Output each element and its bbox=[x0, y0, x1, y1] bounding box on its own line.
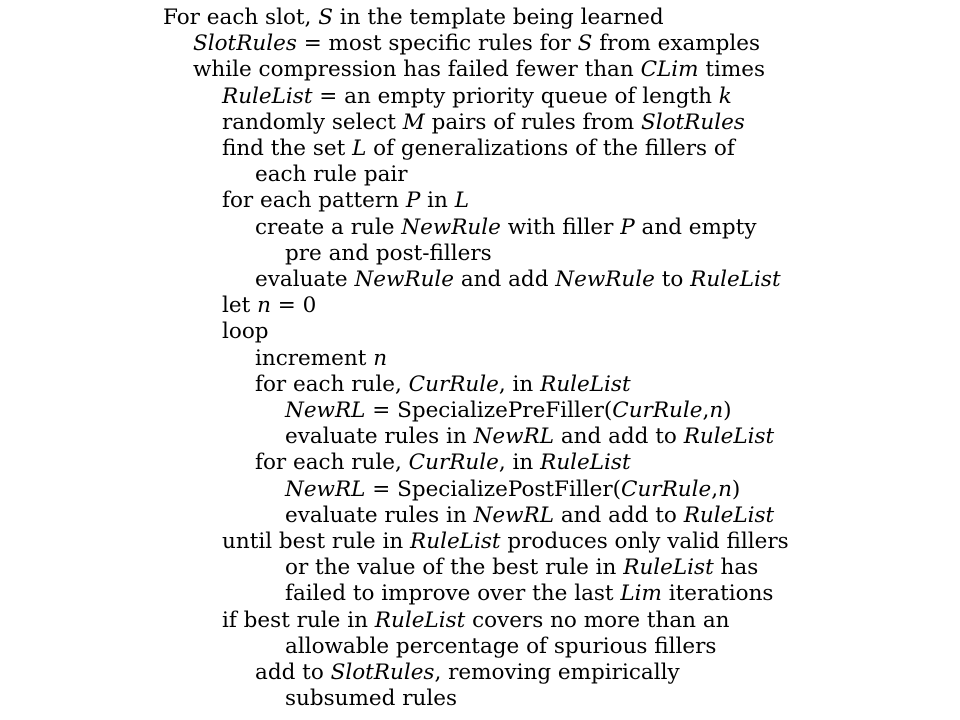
pseudocode-text: For each slot, bbox=[163, 5, 319, 30]
pseudocode-line bbox=[255, 215, 756, 241]
math-variable: S bbox=[318, 5, 333, 30]
pseudocode-text: = 0 bbox=[270, 293, 317, 319]
pseudocode-line bbox=[222, 319, 269, 345]
pseudocode-line bbox=[222, 84, 732, 110]
pseudocode-line bbox=[285, 477, 740, 503]
pseudocode-text: while compression has failed fewer than bbox=[193, 57, 641, 83]
math-variable: CurRule bbox=[408, 371, 499, 397]
pseudocode-text: let bbox=[222, 293, 258, 319]
pseudocode-line bbox=[255, 267, 781, 293]
pseudocode-text: , in bbox=[498, 371, 541, 397]
pseudocode-line bbox=[285, 634, 716, 660]
math-variable: n bbox=[718, 476, 732, 502]
pseudocode-text: has bbox=[713, 555, 759, 581]
pseudocode-text: if best rule in bbox=[222, 607, 375, 633]
pseudocode-text: , removing empirically bbox=[434, 660, 680, 685]
pseudocode-text: and empty bbox=[634, 214, 757, 240]
pseudocode-line bbox=[222, 188, 469, 214]
pseudocode-text: find the set bbox=[222, 136, 353, 161]
pseudocode-text: each rule pair bbox=[255, 162, 408, 188]
pseudocode-text: for each pattern bbox=[222, 188, 406, 214]
pseudocode-line bbox=[285, 241, 492, 267]
math-variable: NewRule bbox=[555, 267, 655, 292]
pseudocode-line bbox=[255, 660, 680, 686]
pseudocode-text: until best rule in bbox=[222, 529, 411, 554]
pseudocode-text: add to bbox=[255, 660, 331, 685]
pseudocode-text: and add bbox=[454, 267, 556, 292]
pseudocode-line bbox=[222, 110, 745, 136]
math-variable: n bbox=[709, 398, 724, 423]
pseudocode-line bbox=[255, 372, 631, 398]
pseudocode-text: in bbox=[420, 188, 455, 214]
pseudocode-text: evaluate rules in bbox=[285, 424, 474, 450]
math-variable: k bbox=[718, 83, 732, 109]
math-variable: RuleList bbox=[623, 555, 714, 581]
math-variable: NewRL bbox=[473, 502, 554, 528]
pseudocode-text: = SpecializePreFiller( bbox=[365, 398, 613, 423]
math-variable: M bbox=[402, 109, 425, 135]
math-variable: CLim bbox=[640, 57, 699, 83]
math-variable: NewRule bbox=[354, 267, 455, 292]
pseudocode-text: from examples bbox=[592, 31, 761, 57]
pseudocode-text: loop bbox=[222, 319, 269, 345]
math-variable: L bbox=[454, 188, 469, 214]
math-variable: NewRL bbox=[285, 398, 366, 423]
pseudocode-text: failed to improve over the last bbox=[285, 581, 621, 607]
pseudocode-text: subsumed rules bbox=[285, 686, 457, 712]
pseudocode-text: , bbox=[702, 398, 710, 423]
math-variable: Lim bbox=[620, 581, 662, 607]
math-variable: CurRule bbox=[408, 450, 499, 476]
pseudocode-text: with filler bbox=[500, 214, 621, 240]
math-variable: P bbox=[620, 214, 635, 240]
math-variable: SlotRules bbox=[640, 109, 745, 135]
pseudocode-line bbox=[285, 424, 774, 450]
pseudocode-line bbox=[255, 162, 408, 188]
math-variable: NewRule bbox=[401, 214, 501, 240]
pseudocode-text: times bbox=[698, 57, 766, 83]
pseudocode-text: or the value of the best rule in bbox=[285, 555, 624, 581]
math-variable: SlotRules bbox=[330, 660, 435, 685]
pseudocode-text: and add to bbox=[553, 502, 684, 528]
pseudocode-line bbox=[222, 529, 789, 555]
pseudocode-text: create a rule bbox=[255, 214, 402, 240]
pseudocode-text: and add to bbox=[553, 424, 684, 450]
pseudocode-text: iterations bbox=[661, 581, 774, 607]
pseudocode-line bbox=[285, 398, 732, 424]
pseudocode-text: evaluate rules in bbox=[285, 502, 474, 528]
math-variable: RuleList bbox=[410, 529, 501, 554]
pseudocode-text: pre and post-fillers bbox=[285, 240, 492, 266]
pseudocode-text: = most specific rules for bbox=[296, 31, 578, 57]
pseudocode-text: for each rule, bbox=[255, 371, 409, 397]
pseudocode-line bbox=[285, 581, 773, 607]
math-variable: CurRule bbox=[612, 398, 703, 423]
math-variable: RuleList bbox=[222, 83, 313, 109]
math-variable: P bbox=[405, 188, 421, 214]
math-variable: NewRL bbox=[473, 424, 554, 450]
pseudocode-text: to bbox=[654, 267, 691, 292]
pseudocode-text: produces only valid fillers bbox=[500, 529, 789, 554]
math-variable: CurRule bbox=[621, 476, 712, 502]
pseudocode-text: increment bbox=[255, 345, 374, 371]
pseudocode-line bbox=[285, 503, 774, 529]
pseudocode-text: ) bbox=[723, 398, 732, 423]
math-variable: NewRL bbox=[285, 476, 366, 502]
pseudocode-line bbox=[163, 5, 664, 31]
math-variable: SlotRules bbox=[193, 31, 297, 57]
pseudocode-line bbox=[193, 57, 765, 83]
math-variable: RuleList bbox=[374, 607, 466, 633]
math-variable: S bbox=[577, 31, 593, 57]
math-variable: n bbox=[373, 345, 388, 371]
math-variable: RuleList bbox=[683, 424, 775, 450]
pseudocode-text: allowable percentage of spurious fillers bbox=[285, 633, 717, 659]
math-variable: RuleList bbox=[690, 267, 781, 292]
math-variable: L bbox=[352, 136, 367, 161]
pseudocode-line bbox=[285, 555, 758, 581]
pseudocode-text: of generalizations of the fillers of bbox=[366, 136, 735, 161]
math-variable: RuleList bbox=[540, 450, 631, 476]
pseudocode-text: , bbox=[711, 476, 719, 502]
pseudocode-text: pairs of rules from bbox=[424, 109, 641, 135]
pseudocode-line bbox=[255, 450, 631, 476]
pseudocode-line bbox=[285, 686, 457, 712]
math-variable: RuleList bbox=[683, 502, 775, 528]
pseudocode-text: , in bbox=[498, 450, 541, 476]
pseudocode-line bbox=[222, 293, 316, 319]
pseudocode-text: = SpecializePostFiller( bbox=[365, 476, 621, 502]
pseudocode-text: covers no more than an bbox=[465, 607, 730, 633]
math-variable: n bbox=[257, 293, 271, 319]
pseudocode-line bbox=[222, 608, 730, 634]
pseudocode-text: for each rule, bbox=[255, 450, 409, 476]
pseudocode-text: evaluate bbox=[255, 267, 355, 292]
pseudocode-text: randomly select bbox=[222, 109, 403, 135]
pseudocode-text: ) bbox=[731, 476, 741, 502]
math-variable: RuleList bbox=[540, 371, 631, 397]
pseudocode-text: = an empty priority queue of length bbox=[312, 83, 719, 109]
pseudocode-line bbox=[255, 346, 387, 372]
pseudocode-line bbox=[222, 136, 735, 162]
pseudocode-line bbox=[193, 31, 760, 57]
pseudocode-text: in the template being learned bbox=[332, 5, 664, 30]
